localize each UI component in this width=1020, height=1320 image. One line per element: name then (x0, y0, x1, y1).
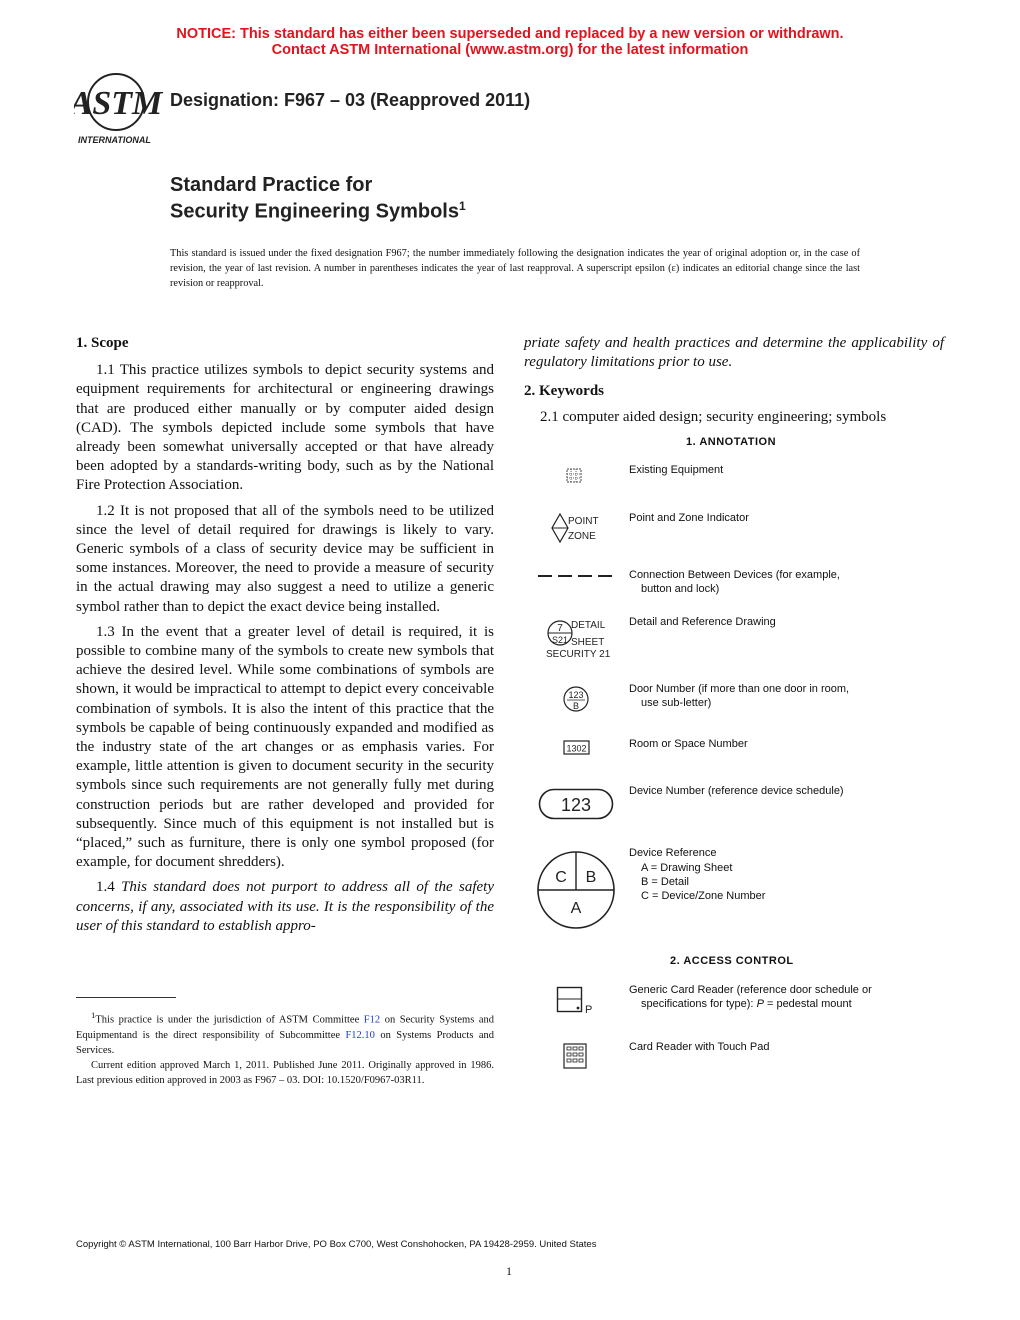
copyright: Copyright © ASTM International, 100 Barr Harbor Drive, PO Box C700, West Conshohocken, PA 19428-2959. United States (76, 1239, 597, 1250)
device-reference-a: A = Drawing Sheet (641, 862, 733, 874)
connection-label-cont: button and lock) (641, 583, 720, 595)
ref-b-text: B (585, 869, 597, 886)
door-number-symbol (562, 685, 592, 720)
title-line-1: Standard Practice for (170, 174, 373, 196)
door-number-label-cont: use sub-letter) (641, 697, 712, 709)
subcommittee-link[interactable]: F12.10 (345, 1029, 375, 1041)
point-text: POINT (568, 516, 599, 527)
scope-1-4-continued: priate safety and health practices and determine the applicability of regulatory limitations prior to use. (524, 335, 944, 371)
connection-label: Connection Between Devices (for example, (629, 569, 840, 581)
sheet-text: SHEET (571, 637, 605, 648)
scope-1-4-text: This standard does not purport to address all of the safety concerns, if any, associated with its use. It is the responsibility of the user of this standard to establish appro- (76, 879, 495, 934)
existing-equipment-symbol (566, 468, 584, 489)
designation: Designation: F967 – 03 (Reapproved 2011) (170, 90, 531, 110)
title-footnote-mark: 1 (458, 199, 466, 213)
point-zone-label: Point and Zone Indicator (629, 512, 749, 524)
footnote-para-2: Current edition approved March 1, 2011. Published June 2011. Originally approved in 1986. Last previous edition approved in 2003 as F967 – 03. DOI: 10.1520/F0967-03R11. (76, 1059, 494, 1086)
scope-1-3: 1.3 In the event that a greater level of detail is required, it is possible to combine many of the symbols to create new symbols that achieve the desired level. While some combinations of symbols are shown, it would be impractical to attempt to depict every conceivable combination of symbols. It is also the intent of this practice that the symbols be capable of being continuously expanded and modified as the industry state of the art changes or as emphasis varies. For example, little attention is given to document security in the security symbols since such requirements are not generally fully met during construction periods but are rather developed and provided for subsequently. Since much of this equipment is not installed but is “placed,” such as furniture, there is only one symbol proposed (for example, for document shredders). (76, 623, 494, 871)
footnote-text-c: on Systems Products and Services. (76, 1029, 495, 1056)
existing-equipment-label: Existing Equipment (629, 464, 724, 476)
generic-card-reader-p: P (756, 998, 764, 1010)
scope-1-4-num: 1.4 (96, 879, 115, 896)
astm-logo (74, 72, 164, 144)
door-number-label: Door Number (if more than one door in room, (629, 683, 850, 695)
sheet-num-text: S21 (551, 635, 569, 645)
pedestal-p-text: P (585, 1004, 593, 1016)
device-reference-symbol (536, 850, 618, 937)
detail-reference-symbol (544, 616, 614, 665)
detail-text: DETAIL (571, 620, 606, 631)
logo-subtext: INTERNATIONAL (78, 135, 151, 145)
title-text: Security Engineering Symbols (170, 200, 459, 223)
keywords-heading: 2. Keywords (524, 383, 604, 400)
right-column (524, 334, 944, 427)
footnote-text-b: on Security Systems and Equipmentand is the direct responsibility of Subcommittee (76, 1014, 495, 1041)
room-number-symbol (563, 740, 591, 761)
footnote-text-a: This practice is under the jurisdiction of ASTM Committee (95, 1014, 360, 1026)
device-num-text: 123 (560, 795, 592, 815)
footnote-mark: 1 (91, 1010, 96, 1020)
title-line-2 (170, 199, 466, 224)
notice-line-2: Contact ASTM International (www.astm.org) for the latest information (271, 42, 749, 58)
footnote (76, 1008, 494, 1088)
device-reference-label: Device Reference (629, 847, 717, 859)
connection-symbol (538, 568, 616, 586)
page-number: 1 (506, 1264, 512, 1278)
committee-link[interactable]: F12 (363, 1014, 381, 1026)
scope-1-4 (76, 878, 494, 936)
access-control-heading: 2. ACCESS CONTROL (670, 955, 794, 967)
scope-heading: 1. Scope (76, 335, 129, 351)
detail-reference-label: Detail and Reference Drawing (629, 616, 776, 628)
device-reference-c: C = Device/Zone Number (641, 890, 766, 902)
generic-card-reader-symbol (556, 986, 596, 1021)
door-num-text: 123 (568, 690, 584, 700)
annotation-heading: 1. ANNOTATION (686, 436, 777, 448)
keywords-text: 2.1 computer aided design; security engineering; symbols (540, 408, 887, 425)
left-column (76, 334, 494, 942)
generic-card-reader-label: Generic Card Reader (reference door schedule or (629, 984, 872, 996)
touch-pad-card-reader-label: Card Reader with Touch Pad (629, 1041, 770, 1053)
intro-note: This standard is issued under the fixed designation F967; the number immediately following the designation indicates the year of original adoption or, in the case of revision, the year of last revision. A number in parentheses indicates the year of last reapproval. A superscript epsilon (ε) indicates an editorial change since the last revision or reapproval. (170, 248, 860, 289)
footnote-para-1 (76, 1008, 494, 1058)
scope-1-2: 1.2 It is not proposed that all of the symbols need to be utilized since the level of detail required for drawings is likely to vary. Generic symbols of a class of security device may be sufficient in some instances. Moreover, the need to provide a measure of security in the actual drawing may also suggest a need to utilize a generic symbol rather than to depict the exact device being installed. (76, 502, 494, 615)
detail-num-text: 7 (557, 623, 563, 634)
generic-card-reader-tail: = pedestal mount (766, 998, 852, 1010)
touch-pad-card-reader-symbol (563, 1043, 589, 1074)
logo-text: ASTM (74, 85, 163, 122)
footnote-rule (76, 997, 176, 998)
security-text: SECURITY 21 (546, 649, 611, 660)
device-number-symbol (538, 788, 616, 827)
room-num-text: 1302 (566, 743, 587, 754)
device-reference-b: B = Detail (641, 876, 689, 888)
notice-line-1: NOTICE: This standard has either been superseded and replaced by a new version or withdrawn. (176, 26, 844, 42)
door-letter-text: B (572, 701, 580, 711)
device-number-label: Device Number (reference device schedule) (629, 785, 844, 797)
generic-card-reader-label-cont (641, 997, 852, 1011)
point-zone-symbol (548, 510, 608, 551)
scope-1-1: 1.1 This practice utilizes symbols to depict security systems and equipment requirements for architectural or engineering drawings that are produced either manually or by computer aided design (CAD). The symbols depicted include some symbols that have already been somewhat universally accepted or that have already been adopted by a standards-writing body, such as by the National Fire Protection Association. (76, 362, 494, 494)
zone-text: ZONE (568, 531, 596, 542)
generic-card-reader-type: specifications for type): (641, 998, 754, 1010)
room-number-label: Room or Space Number (629, 738, 748, 750)
ref-a-text: A (570, 900, 582, 917)
ref-c-text: C (555, 869, 567, 886)
